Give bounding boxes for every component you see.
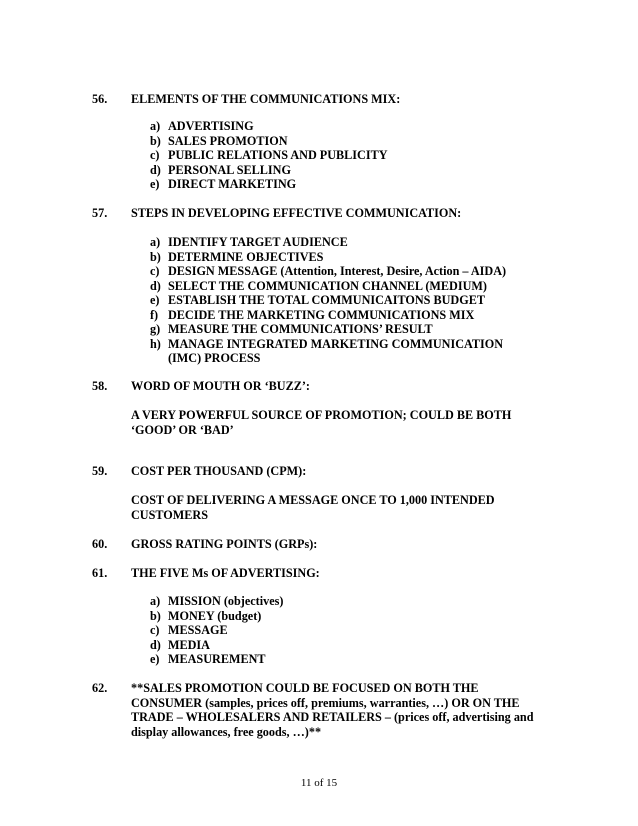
section-number: 60. <box>92 537 108 551</box>
section-number: 57. <box>92 206 108 220</box>
list-item: b) MONEY (budget) <box>150 608 262 623</box>
list-item: d) PERSONAL SELLING <box>150 162 291 177</box>
list-item: c) MESSAGE <box>150 623 228 637</box>
section-body: A VERY POWERFUL SOURCE OF PROMOTION; COULD BE BOTH ‘GOOD’ OR ‘BAD’ <box>131 408 512 437</box>
section-body: COST OF DELIVERING A MESSAGE ONCE TO 1,000 INTENDED CUSTOMERS <box>131 493 495 522</box>
list-item: h) MANAGE INTEGRATED MARKETING COMMUNICATION (IMC) PROCESS <box>150 336 504 365</box>
list-item: d) SELECT THE COMMUNICATION CHANNEL (MEDIUM) <box>150 278 487 293</box>
list-item: a) ADVERTISING <box>150 119 254 133</box>
steps-list <box>150 235 530 366</box>
section-heading: ELEMENTS OF THE COMMUNICATIONS MIX: <box>131 92 401 106</box>
list-item: g) MEASURE THE COMMUNICATIONS’ RESULT <box>150 322 433 336</box>
section-number: 59. <box>92 464 108 478</box>
section-number: 61. <box>92 566 108 580</box>
list-item: a) IDENTIFY TARGET AUDIENCE <box>150 235 348 249</box>
list-item: c) DESIGN MESSAGE (Attention, Interest, Desire, Action – AIDA) <box>150 264 507 278</box>
section-heading: THE FIVE Ms OF ADVERTISING: <box>131 566 320 580</box>
list-item: f) DECIDE THE MARKETING COMMUNICATIONS MIX <box>150 307 475 322</box>
list-item: b) DETERMINE OBJECTIVES <box>150 249 324 264</box>
section-number: 62. <box>92 681 108 695</box>
list-item: c) PUBLIC RELATIONS AND PUBLICITY <box>150 148 388 162</box>
section-number: 58. <box>92 379 108 393</box>
five-ms-list <box>150 594 283 667</box>
list-item: e) ESTABLISH THE TOTAL COMMUNICAITONS BUDGET <box>150 293 485 307</box>
list-item: d) MEDIA <box>150 637 210 652</box>
section-heading: WORD OF MOUTH OR ‘BUZZ’: <box>131 379 310 393</box>
section-heading: GROSS RATING POINTS (GRPs): <box>131 537 318 551</box>
section-number: 56. <box>92 92 108 106</box>
list-item: e) MEASUREMENT <box>150 652 266 666</box>
elements-list <box>150 119 388 192</box>
section-heading: COST PER THOUSAND (CPM): <box>131 464 307 478</box>
section-heading: STEPS IN DEVELOPING EFFECTIVE COMMUNICATION: <box>131 206 462 220</box>
list-item: a) MISSION (objectives) <box>150 594 284 608</box>
section-heading: **SALES PROMOTION COULD BE FOCUSED ON BOTH THE CONSUMER (samples, prices off, premiums, warranties, …) OR ON THE TRADE – WHOLESALERS AND RETAILERS – (prices off, advertising and display allowances, free goods, …)** <box>131 681 534 739</box>
list-item: e) DIRECT MARKETING <box>150 177 297 191</box>
list-item: b) SALES PROMOTION <box>150 133 288 148</box>
page-number: 11 of 15 <box>300 777 338 789</box>
